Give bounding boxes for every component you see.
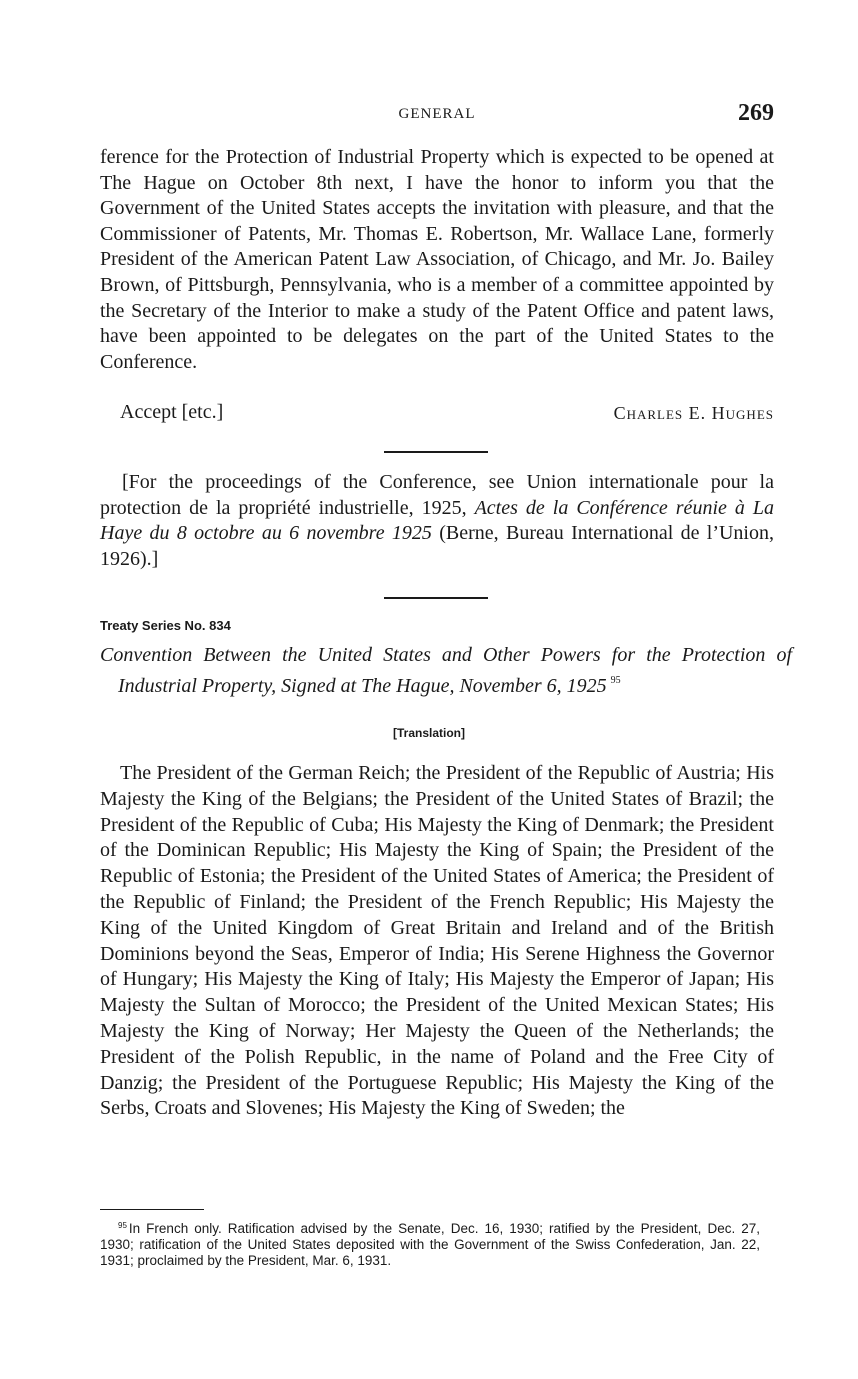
convention-preamble: The President of the German Reich; the President of the Republic of Austria; His Majesty the King of the Belgians; the President of the United States of Brazil; the President of the Republic of Cuba; His Majesty the King of Denmark; the President of the Dominican Republic; His Majesty the King of Spain; the President of the Republic of Estonia; the President of the United States of America; the President of the Republic of Finland; the President of the French Republic; His Majesty the King of the United Kingdom of Great Britain and Ireland and of the British Dominions beyond the Seas, Emperor of India; His Serene Highness the Governor of Hungary; His Majesty the King of Italy; His Majesty the Emperor of Japan; His Majesty the Sultan of Morocco; the President of the United Mexican States; His Majesty the King of Norway; Her Majesty the Queen of the Netherlands; the President of the Polish Republic, in the name of Poland and the Free City of Danzig; the President of the Portuguese Republic; His Majesty the King of the Serbs, Croats and Slovenes; His Majesty the King of Sweden; the [100,762,774,1120]
letter-closing-line [120,401,774,427]
signature: Charles E. Hughes [613,403,774,423]
footnote-text: In French only. Ratification advised by the Senate, Dec. 16, 1930; ratified by the President, Dec. 27, 1930; ratification of the United States deposited with the Government of the Swiss Confederation, Jan. 22, 1931; proclaimed by the President, Mar. 6, 1931. [100,1221,760,1268]
translation-label: [Translation] [392,726,465,740]
editorial-note [100,470,774,572]
convention-title-text: Convention Between the United States and Other Powers for the Protection of Industrial Property, Signed at The Hague, November 6, 1925 [100,644,792,697]
convention-title [100,643,792,699]
footnote-number: 95 [118,1221,127,1230]
editorial-note-title: Actes de la Conférence réunie à La Haye du 8 octobre au 6 novembre 1925 [100,496,775,545]
section-divider [384,451,488,453]
footnote-reference: 95 [610,675,621,686]
section-title: GENERAL [398,106,476,122]
footnote-divider [100,1209,204,1210]
editorial-note-citation: (Berne, Bureau International de l’Union, 1926).] [100,522,774,570]
running-header [100,100,774,130]
letter-closing: Accept [etc.] [120,401,224,423]
section-divider [384,597,488,599]
editorial-note-text: [For the proceedings of the Conference, see Union internationale pour la protection de la propriété industrielle, 1925, [100,471,774,519]
footnote [100,1218,760,1268]
treaty-series-label: Treaty Series No. 834 [100,618,231,633]
page-number: 269 [738,100,774,126]
letter-paragraph: ference for the Protection of Industrial Property which is expected to be opened at The Hague on October 8th next, I have the honor to inform you that the Government of the United States accepts the invitation with pleasure, and that the Commissioner of Patents, Mr. Thomas E. Robertson, Mr. Wallace Lane, formerly President of the American Patent Law Association, of Chicago, and Mr. Jo. Bailey Brown, of Pittsburgh, Pennsylvania, who is a member of a committee appointed by the Secretary of the Interior to make a study of the Patent Office and patent laws, have been appointed to be delegates on the part of the United States to the Conference. [100,146,774,373]
